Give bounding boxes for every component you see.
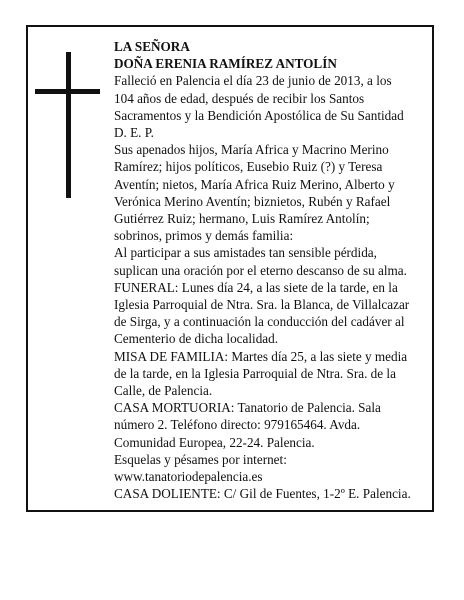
cross-vertical-bar <box>66 52 71 198</box>
text-line: MISA DE FAMILIA: Martes día 25, a las siete y media <box>114 348 408 364</box>
text-line: Calle, de Palencia. <box>114 383 213 399</box>
text-line: Sacramentos y la Bendición Apostólica de Su Santidad <box>114 107 404 123</box>
text-line: Cementerio de dicha localidad. <box>114 331 279 347</box>
website-link[interactable]: www.tanatoriodepalencia.es <box>114 469 263 485</box>
text-line: suplican una oración por el eterno descanso de su alma. <box>114 262 407 278</box>
obituary-text <box>114 38 427 502</box>
text-line: D. E. P. <box>114 125 154 141</box>
cross-horizontal-bar <box>35 89 100 94</box>
text-line: sobrinos, primos y demás familia: <box>114 228 294 244</box>
deceased-name: DOÑA ERENIA RAMÍREZ ANTOLÍN <box>114 56 337 72</box>
text-line: CASA MORTUORIA: Tanatorio de Palencia. Sala <box>114 400 381 416</box>
text-line: FUNERAL: Lunes día 24, a las siete de la tarde, en la <box>114 279 398 295</box>
text-line: Al participar a sus amistades tan sensible pérdida, <box>114 245 377 261</box>
text-line: Gutiérrez Ruiz; hermano, Luis Ramírez Antolín; <box>114 211 370 227</box>
text-line: número 2. Teléfono directo: 979165464. Avda. <box>114 417 361 433</box>
cross-icon <box>35 52 100 198</box>
text-line: Esquelas y pésames por internet: <box>114 451 287 467</box>
text-line: CASA DOLIENTE: C/ Gil de Fuentes, 1-2º E. Palencia. <box>114 486 411 502</box>
text-line: Aventín; nietos, María Africa Ruiz Merino, Alberto y <box>114 176 395 192</box>
text-line: Comunidad Europea, 22-24. Palencia. <box>114 434 315 450</box>
text-line: Sus apenados hijos, María Africa y Macrino Merino <box>114 142 389 158</box>
text-line: 104 años de edad, después de recibir los Santos <box>114 90 365 106</box>
text-line: Verónica Merino Aventín; biznietos, Rubén y Rafael <box>114 193 391 209</box>
text-line: Falleció en Palencia el día 23 de junio de 2013, a los <box>114 73 392 89</box>
text-line: de Sirga, y a continuación la conducción del cadáver al <box>114 314 405 330</box>
text-line: Ramírez; hijos políticos, Eusebio Ruiz (?) y Teresa <box>114 159 383 175</box>
text-line: Iglesia Parroquial de Ntra. Sra. la Blanca, de Villalcazar <box>114 297 410 313</box>
text-line: de la tarde, en la Iglesia Parroquial de Ntra. Sra. de la <box>114 365 396 381</box>
honorific: LA SEÑORA <box>114 39 190 54</box>
